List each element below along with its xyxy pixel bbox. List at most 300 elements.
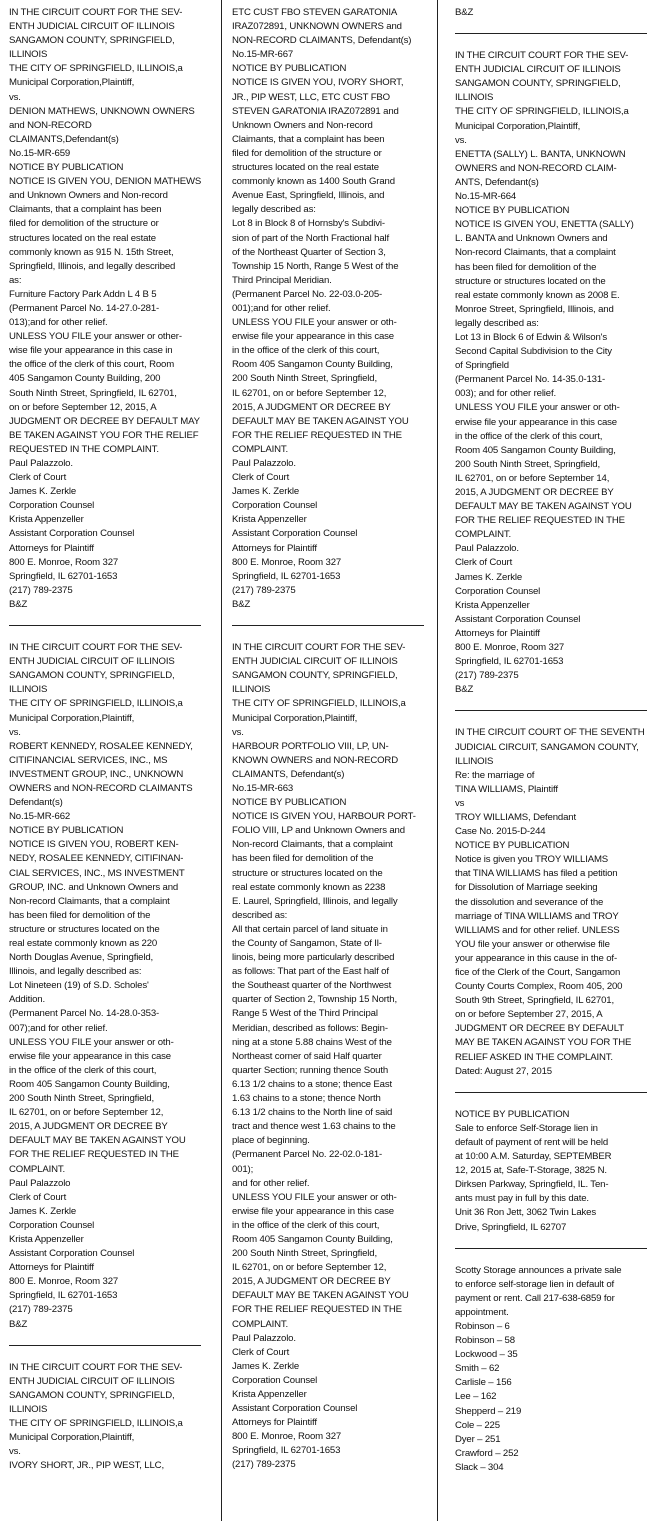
- notice-text-line: filed for demolition of the structure or: [9, 218, 159, 230]
- notice-text-line: structures located on the real estate: [9, 232, 156, 244]
- notice-text-line: in the office of the clerk of this court,: [232, 345, 380, 357]
- notice-text-line: NON-RECORD CLAIMANTS, Defendant(s): [232, 35, 412, 47]
- notice-text-line: commonly known as 1400 South Grand: [232, 176, 395, 188]
- notice-text-line: JUDGMENT OR DECREE BY DEFAULT: [455, 1023, 624, 1035]
- notice-text-line: 12, 2015 at, Safe-T-Storage, 3825 N.: [455, 1165, 607, 1177]
- notice-text-line: Springfield, IL 62701-1653: [232, 1445, 341, 1457]
- notice-text-line: 2015, A JUDGMENT OR DECREE BY: [455, 487, 614, 498]
- notice-text-line: INVESTMENT GROUP, INC., UNKNOWN: [9, 768, 184, 780]
- notice-text-line: THE CITY OF SPRINGFIELD, ILLINOIS,a: [9, 1418, 183, 1429]
- notice-text-line: erwise file your appearance in this case: [455, 416, 617, 428]
- notice-text-line: Room 405 Sangamon County Building,: [9, 1078, 170, 1090]
- notice-text-line: Municipal Corporation,Plaintiff,: [9, 77, 135, 89]
- column-2: [232, 6, 432, 1473]
- notice-text-line: YOU file your answer or otherwise file: [455, 938, 610, 950]
- notice-text-line: WILLIAMS and for other relief. UNLESS: [455, 924, 620, 936]
- notice-text-line: Northeast corner of said Half quarter: [232, 1050, 382, 1062]
- legal-notice: [232, 641, 432, 1473]
- notice-text-line: Sale to enforce Self-Storage lien in: [455, 1122, 598, 1134]
- notice-text-line: Krista Appenzeller: [232, 1389, 307, 1400]
- legal-notice: [9, 1361, 209, 1474]
- notice-text-line: Slack – 304: [455, 1461, 504, 1473]
- notice-text-line: UNLESS YOU FILE your answer or oth-: [232, 317, 397, 329]
- notice-text-line: ENTH JUDICIAL CIRCUIT OF ILLINOIS: [232, 656, 398, 668]
- notice-text-line: as:: [9, 274, 22, 286]
- notice-text-line: 800 E. Monroe, Room 327: [9, 1276, 119, 1288]
- notice-text-line: in the office of the clerk of this court,: [232, 1219, 380, 1231]
- notice-text-line: No.15-MR-663: [232, 782, 294, 794]
- notice-text-line: OWNERS and NON-RECORD CLAIMANTS: [9, 782, 193, 794]
- notice-text-line: has been filed for demolition of the: [455, 261, 597, 273]
- notice-text-line: 800 E. Monroe, Room 327: [9, 556, 119, 568]
- notice-text-line: ENTH JUDICIAL CIRCUIT OF ILLINOIS: [455, 64, 621, 76]
- notice-text-line: for Dissolution of Marriage seeking: [455, 882, 598, 894]
- notice-text-line: James K. Zerkle: [9, 1205, 77, 1217]
- legal-notice: [232, 6, 432, 612]
- notice-text-line: Assistant Corporation Counsel: [232, 1403, 358, 1415]
- notice-text-line: Paul Palazzolo.: [232, 458, 296, 469]
- notice-text-line: commonly known as 915 N. 15th Street,: [9, 246, 174, 258]
- notice-text-line: Krista Appenzeller: [455, 599, 530, 611]
- notice-text-line: ILLINOIS: [9, 1403, 48, 1415]
- notice-text-line: Claimants, that a complaint has been: [9, 204, 162, 216]
- notice-text-line: ants must pay in full by this date.: [455, 1193, 589, 1205]
- notice-text-line: Avenue East, Springfield, Illinois, and: [232, 190, 385, 202]
- notice-text-line: Attorneys for Plaintiff: [232, 542, 317, 554]
- notice-text-line: and for other relief.: [232, 1177, 310, 1189]
- notice-text-line: Unit 36 Ron Jett, 3062 Twin Lakes: [455, 1207, 596, 1219]
- notice-text-line: of Springfield: [455, 360, 509, 372]
- notice-text-line: 200 South Ninth Street, Springfield,: [9, 1093, 154, 1105]
- notice-text-line: Lot 8 in Block 8 of Hornsby's Subdivi-: [232, 218, 385, 230]
- notice-text-line: KNOWN OWNERS and NON-RECORD: [232, 754, 398, 766]
- notice-text-line: IN THE CIRCUIT COURT FOR THE SEV-: [9, 7, 183, 18]
- notice-text-line: IL 62701, on or before September 12,: [232, 387, 387, 399]
- notice-text-line: All that certain parcel of land situate in: [232, 923, 388, 935]
- notice-text-line: in the office of the clerk of this court,: [455, 430, 603, 442]
- notice-text-line: Meridian, described as follows: Begin-: [232, 1022, 388, 1034]
- notice-text-line: structures located on the real estate: [232, 162, 379, 174]
- notice-text-line: (217) 789-2375: [9, 1304, 73, 1316]
- notice-text-line: Clerk of Court: [9, 1191, 67, 1203]
- notice-text-line: real estate commonly known as 2008 E.: [455, 289, 620, 301]
- notice-text-line: 800 E. Monroe, Room 327: [455, 642, 565, 654]
- notice-text-line: CLAIMANTS,Defendant(s): [9, 133, 119, 145]
- notice-text-line: Dated: August 27, 2015: [455, 1065, 552, 1077]
- notice-text-line: 001);and for other relief.: [232, 302, 331, 314]
- notice-text-line: South Ninth Street, Springfield, IL 62701,: [9, 387, 177, 399]
- notice-text-line: E. Laurel, Springfield, Illinois, and legally: [232, 895, 398, 907]
- notice-text-line: THE CITY OF SPRINGFIELD, ILLINOIS,a: [9, 698, 183, 710]
- notice-text-line: DEFAULT MAY BE TAKEN AGAINST YOU: [232, 1290, 409, 1302]
- notice-text-line: 6.13 1/2 chains to a stone; thence East: [232, 1078, 393, 1090]
- column-1: [9, 6, 209, 1473]
- notice-text-line: Re: the marriage of: [455, 769, 535, 781]
- notice-text-line: as follows: That part of the East half of: [232, 966, 389, 978]
- notice-text-line: No.15-MR-659: [9, 147, 71, 159]
- notice-text-line: Claimants, that a complaint has been: [232, 133, 385, 145]
- notice-text-line: and Unknown Owners and Non-record: [9, 190, 168, 202]
- notice-text-line: structure or structures located on the: [232, 867, 383, 879]
- notice-text-line: Dyer – 251: [455, 1433, 501, 1445]
- notice-separator: [455, 1092, 647, 1093]
- notice-text-line: B&Z: [455, 684, 474, 696]
- notice-text-line: FOR THE RELIEF REQUESTED IN THE: [455, 515, 625, 527]
- notice-text-line: THE CITY OF SPRINGFIELD, ILLINOIS,a: [232, 698, 406, 710]
- notice-text-line: DENION MATHEWS, UNKNOWN OWNERS: [9, 105, 195, 117]
- notice-text-line: COMPLAINT.: [9, 1163, 66, 1175]
- notice-text-line: (217) 789-2375: [232, 584, 296, 596]
- notice-separator: [455, 1248, 647, 1249]
- notice-text-line: 200 South Ninth Street, Springfield,: [232, 373, 377, 385]
- notice-text-line: B&Z: [9, 1318, 28, 1330]
- legal-notice: [455, 49, 655, 697]
- notice-text-line: (Permanent Parcel No. 14-35.0-131-: [455, 374, 606, 386]
- notice-text-line: NOTICE BY PUBLICATION: [455, 1108, 570, 1120]
- notice-text-line: NOTICE IS GIVEN YOU, IVORY SHORT,: [232, 77, 404, 89]
- notice-text-line: 1.63 chains to a stone; thence North: [232, 1093, 381, 1105]
- notice-text-line: IN THE CIRCUIT COURT FOR THE SEV-: [9, 642, 183, 654]
- notice-text-line: NOTICE BY PUBLICATION: [9, 162, 124, 174]
- notice-text-line: on or before September 27, 2015, A: [455, 1009, 603, 1021]
- notice-text-line: Paul Palazzolo: [9, 1177, 71, 1189]
- column-divider: [221, 0, 222, 1521]
- notice-text-line: the dissolution and severance of the: [455, 896, 604, 908]
- notice-text-line: Paul Palazzolo.: [232, 1332, 296, 1344]
- notice-text-line: Room 405 Sangamon County Building,: [232, 1233, 393, 1245]
- notice-text-line: James K. Zerkle: [232, 486, 300, 498]
- notice-text-line: Paul Palazzolo.: [9, 458, 73, 469]
- notice-text-line: James K. Zerkle: [455, 571, 523, 583]
- notice-text-line: tract and thence west 1.63 chains to the: [232, 1121, 396, 1133]
- notice-text-line: ETC CUST FBO STEVEN GARATONIA: [232, 7, 398, 18]
- notice-text-line: real estate commonly known as 2238: [232, 881, 386, 893]
- notice-text-line: structure or structures located on the: [9, 923, 160, 935]
- notice-text-line: No.15-MR-664: [455, 191, 517, 203]
- notice-text-line: Attorneys for Plaintiff: [455, 627, 540, 639]
- notice-text-line: Lot Nineteen (19) of S.D. Scholes': [9, 980, 149, 992]
- notice-text-line: erwise file your appearance in this case: [232, 1205, 394, 1217]
- notice-text-line: Attorneys for Plaintiff: [9, 542, 94, 554]
- notice-text-line: Lot 13 in Block 6 of Edwin & Wilson's: [455, 331, 607, 343]
- notice-text-line: TROY WILLIAMS, Defendant: [455, 811, 576, 823]
- notice-text-line: JUDGMENT OR DECREE BY DEFAULT MAY: [9, 415, 200, 427]
- notice-text-line: JR., PIP WEST, LLC, ETC CUST FBO: [232, 91, 390, 103]
- notice-text-line: 200 South Ninth Street, Springfield,: [455, 458, 600, 470]
- notice-text-line: UNLESS YOU FILE your answer or oth-: [232, 1191, 397, 1203]
- notice-text-line: vs.: [9, 1446, 21, 1458]
- notice-text-line: Cole – 225: [455, 1419, 500, 1431]
- notice-text-line: TINA WILLIAMS, Plaintiff: [455, 783, 558, 795]
- notice-separator: [9, 1345, 201, 1346]
- notice-text-line: SANGAMON COUNTY, SPRINGFIELD,: [455, 78, 621, 90]
- notice-text-line: Lockwood – 35: [455, 1349, 518, 1361]
- notice-text-line: Lee – 162: [455, 1391, 497, 1403]
- notice-text-line: IN THE CIRCUIT COURT FOR THE SEV-: [9, 1361, 183, 1373]
- notice-text-line: Krista Appenzeller: [9, 1233, 84, 1245]
- notice-text-line: to enforce self-storage lien in default of: [455, 1278, 615, 1290]
- notice-text-line: Defendant(s): [9, 797, 63, 809]
- notice-text-line: Corporation Counsel: [9, 1219, 95, 1231]
- notice-text-line: structure or structures located on the: [455, 275, 606, 287]
- notice-text-line: IN THE CIRCUIT COURT FOR THE SEV-: [232, 642, 406, 654]
- notice-text-line: place of beginning.: [232, 1135, 310, 1147]
- notice-text-line: IVORY SHORT, JR., PIP WEST, LLC,: [9, 1460, 164, 1472]
- notice-text-line: 003); and for other relief.: [455, 388, 557, 400]
- notice-text-line: Furniture Factory Park Addn L 4 B 5: [9, 288, 157, 300]
- notice-text-line: CIAL SERVICES, INC., MS INVESTMENT: [9, 867, 185, 879]
- notice-text-line: SANGAMON COUNTY, SPRINGFIELD,: [9, 35, 175, 47]
- notice-text-line: No.15-MR-662: [9, 811, 71, 823]
- notice-text-line: MAY BE TAKEN AGAINST YOU FOR THE: [455, 1037, 632, 1049]
- notice-text-line: Clerk of Court: [9, 472, 67, 484]
- notice-text-line: appointment.: [455, 1306, 509, 1318]
- legal-notice: [9, 6, 209, 612]
- notice-text-line: ENTH JUDICIAL CIRCUIT OF ILLINOIS: [9, 1375, 175, 1387]
- legal-notice: [455, 1108, 655, 1235]
- notice-text-line: B&Z: [455, 7, 474, 18]
- notice-text-line: (Permanent Parcel No. 14-28.0-353-: [9, 1008, 160, 1020]
- notice-text-line: Room 405 Sangamon County Building,: [455, 444, 616, 456]
- notice-text-line: Municipal Corporation,Plaintiff,: [455, 120, 581, 132]
- notice-text-line: Corporation Counsel: [9, 500, 95, 512]
- notice-text-line: UNLESS YOU FILE your answer or oth-: [455, 402, 620, 414]
- notice-text-line: COMPLAINT.: [232, 443, 289, 455]
- notice-text-line: Non-record Claimants, that a complaint: [9, 895, 170, 907]
- notice-text-line: vs: [455, 797, 465, 809]
- notice-text-line: Notice is given you TROY WILLIAMS: [455, 854, 609, 866]
- column-divider: [437, 0, 438, 1521]
- notice-text-line: DEFAULT MAY BE TAKEN AGAINST YOU: [232, 415, 409, 427]
- notice-text-line: (Permanent Parcel No. 14-27.0-281-: [9, 302, 160, 314]
- notice-text-line: ILLINOIS: [9, 684, 48, 696]
- notice-text-line: Case No. 2015-D-244: [455, 826, 546, 838]
- notice-text-line: Springfield, IL 62701-1653: [9, 570, 118, 582]
- notice-text-line: Township 15 North, Range 5 West of the: [232, 260, 399, 272]
- notice-text-line: Shepperd – 219: [455, 1405, 522, 1417]
- notice-text-line: 405 Sangamon County Building, 200: [9, 373, 161, 385]
- notice-text-line: (Permanent Parcel No. 22-03.0-205-: [232, 288, 383, 300]
- notice-text-line: FOR THE RELIEF REQUESTED IN THE: [232, 1304, 402, 1316]
- notice-text-line: SANGAMON COUNTY, SPRINGFIELD,: [9, 1389, 175, 1401]
- notice-text-line: 200 South Ninth Street, Springfield,: [232, 1248, 377, 1260]
- notice-separator: [455, 33, 647, 34]
- notice-text-line: in the office of the clerk of this court,: [9, 1064, 157, 1076]
- notice-text-line: SANGAMON COUNTY, SPRINGFIELD,: [232, 670, 398, 682]
- notice-text-line: Attorneys for Plaintiff: [232, 1417, 317, 1429]
- notice-text-line: vs.: [9, 726, 21, 738]
- notice-text-line: HARBOUR PORTFOLIO VIII, LP, UN-: [232, 740, 389, 752]
- notice-text-line: Clerk of Court: [455, 557, 513, 569]
- notice-text-line: NOTICE IS GIVEN YOU, ROBERT KEN-: [9, 839, 179, 851]
- notice-text-line: Corporation Counsel: [232, 500, 318, 512]
- notice-text-line: THE CITY OF SPRINGFIELD, ILLINOIS,a: [9, 63, 183, 75]
- notice-text-line: COMPLAINT.: [232, 1318, 289, 1330]
- notice-text-line: NOTICE BY PUBLICATION: [232, 797, 347, 809]
- notice-text-line: NEDY, ROSALEE KENNEDY, CITIFINAN-: [9, 853, 184, 865]
- notice-text-line: legally described as:: [232, 204, 316, 216]
- notice-text-line: BE TAKEN AGAINST YOU FOR THE RELIEF: [9, 429, 199, 441]
- notice-text-line: ILLINOIS: [9, 49, 48, 61]
- notice-separator: [9, 625, 201, 626]
- notice-text-line: FOLIO VIII, LP and Unknown Owners and: [232, 825, 405, 837]
- notice-text-line: has been filed for demolition of the: [232, 853, 374, 865]
- notice-text-line: James K. Zerkle: [9, 486, 77, 498]
- notice-text-line: IRAZ072891, UNKNOWN OWNERS and: [232, 21, 402, 33]
- legal-notice: [9, 641, 209, 1332]
- notice-text-line: (217) 789-2375: [232, 1459, 296, 1471]
- notice-text-line: Smith – 62: [455, 1363, 500, 1375]
- notice-text-line: Robinson – 58: [455, 1335, 515, 1347]
- notice-text-line: Springfield, Illinois, and legally described: [9, 260, 176, 272]
- notice-text-line: Municipal Corporation,Plaintiff,: [232, 712, 358, 724]
- notice-text-line: 013);and for other relief.: [9, 317, 108, 329]
- notice-text-line: NOTICE IS GIVEN YOU, DENION MATHEWS: [9, 176, 202, 188]
- legal-notice: [455, 6, 655, 20]
- notice-text-line: fice of the Clerk of the Court, Sangamon: [455, 967, 621, 978]
- notice-text-line: CLAIMANTS, Defendant(s): [232, 768, 345, 780]
- notice-text-line: Monroe Street, Springfield, Illinois, and: [455, 303, 614, 315]
- notice-text-line: wise file your appearance in this case in: [9, 345, 173, 357]
- notice-text-line: the Southeast quarter of the Northwest: [232, 980, 392, 992]
- notice-text-line: Room 405 Sangamon County Building,: [232, 359, 393, 371]
- notice-text-line: (217) 789-2375: [455, 670, 519, 682]
- notice-text-line: ROBERT KENNEDY, ROSALEE KENNEDY,: [9, 740, 193, 752]
- notice-text-line: SANGAMON COUNTY, SPRINGFIELD,: [9, 670, 175, 682]
- notice-text-line: North Douglas Avenue, Springfield,: [9, 952, 154, 964]
- notice-text-line: 2015, A JUDGMENT OR DECREE BY: [232, 1276, 391, 1288]
- notice-text-line: FOR THE RELIEF REQUESTED IN THE: [9, 1149, 179, 1161]
- notice-text-line: legally described as:: [455, 317, 539, 329]
- notice-text-line: NOTICE IS GIVEN YOU, HARBOUR PORT-: [232, 811, 416, 823]
- notice-text-line: Springfield, IL 62701-1653: [9, 1290, 118, 1302]
- notice-text-line: ANTS, Defendant(s): [455, 176, 539, 188]
- notice-text-line: ILLINOIS: [455, 755, 494, 767]
- notice-text-line: Municipal Corporation,Plaintiff,: [9, 1432, 135, 1444]
- notice-text-line: that TINA WILLIAMS has filed a petition: [455, 868, 618, 880]
- notice-text-line: quarter Section; running thence South: [232, 1064, 389, 1076]
- notice-text-line: South 9th Street, Springfield, IL 62701,: [455, 995, 614, 1007]
- notice-text-line: at 10:00 A.M. Saturday, SEPTEMBER: [455, 1151, 612, 1163]
- notice-text-line: IN THE CIRCUIT COURT OF THE SEVENTH: [455, 727, 645, 739]
- notice-text-line: (217) 789-2375: [9, 584, 73, 596]
- notice-text-line: Springfield, IL 62701-1653: [232, 570, 341, 582]
- notice-text-line: NOTICE BY PUBLICATION: [232, 63, 347, 75]
- notice-text-line: RELIEF ASKED IN THE COMPLAINT.: [455, 1051, 613, 1063]
- notice-text-line: B&Z: [9, 598, 28, 610]
- notice-text-line: IN THE CIRCUIT COURT FOR THE SEV-: [455, 50, 629, 62]
- notice-text-line: DEFAULT MAY BE TAKEN AGAINST YOU: [455, 501, 632, 513]
- notice-text-line: filed for demolition of the structure or: [232, 147, 382, 159]
- notice-text-line: ENTH JUDICIAL CIRCUIT OF ILLINOIS: [9, 656, 175, 668]
- notice-text-line: Assistant Corporation Counsel: [455, 613, 581, 625]
- notice-text-line: Krista Appenzeller: [232, 514, 307, 526]
- notice-text-line: 2015, A JUDGMENT OR DECREE BY: [9, 1121, 168, 1133]
- notice-text-line: vs.: [9, 91, 21, 103]
- notice-text-line: 2015, A JUDGMENT OR DECREE BY: [232, 401, 391, 413]
- notice-text-line: OWNERS and NON-RECORD CLAIM-: [455, 162, 617, 174]
- notice-text-line: Springfield, IL 62701-1653: [455, 656, 564, 668]
- notice-text-line: Unknown Owners and Non-record: [232, 119, 373, 131]
- notice-text-line: ning at a stone 5.88 chains West of the: [232, 1036, 392, 1048]
- notice-text-line: marriage of TINA WILLIAMS and TROY: [455, 910, 619, 922]
- notice-text-line: Krista Appenzeller: [9, 514, 84, 526]
- notice-text-line: DEFAULT MAY BE TAKEN AGAINST YOU: [9, 1135, 186, 1147]
- legal-notice: [455, 726, 655, 1078]
- notice-text-line: JUDICIAL CIRCUIT, SANGAMON COUNTY,: [455, 741, 639, 753]
- notice-text-line: Assistant Corporation Counsel: [232, 528, 358, 540]
- notice-text-line: STEVEN GARATONIA IRAZ072891 and: [232, 105, 399, 117]
- notice-text-line: REQUESTED IN THE COMPLAINT.: [9, 443, 159, 455]
- notice-text-line: the office of the clerk of this court, Room: [9, 359, 175, 371]
- notice-text-line: ENTH JUDICIAL CIRCUIT OF ILLINOIS: [9, 21, 175, 33]
- notice-text-line: has been filed for demolition of the: [9, 909, 151, 921]
- notice-text-line: Clerk of Court: [232, 472, 290, 484]
- notice-text-line: on or before September 12, 2015, A: [9, 401, 157, 413]
- notice-text-line: and NON-RECORD: [9, 119, 92, 131]
- notice-text-line: Paul Palazzolo.: [455, 543, 519, 555]
- notice-text-line: L. BANTA and Unknown Owners and: [455, 233, 608, 245]
- notice-text-line: Non-record Claimants, that a complaint: [455, 247, 616, 259]
- notice-text-line: NOTICE BY PUBLICATION: [455, 840, 570, 852]
- notice-text-line: No.15-MR-667: [232, 49, 294, 61]
- notice-text-line: 800 E. Monroe, Room 327: [232, 1431, 342, 1443]
- notice-text-line: B&Z: [232, 598, 251, 610]
- notice-text-line: ILLINOIS: [455, 92, 494, 104]
- notice-text-line: Assistant Corporation Counsel: [9, 1248, 135, 1260]
- notice-text-line: GROUP, INC. and Unknown Owners and: [9, 881, 179, 893]
- notice-text-line: CITIFINANCIAL SERVICES, INC., MS: [9, 754, 168, 766]
- notice-text-line: County Courts Complex, Room 405, 200: [455, 981, 623, 993]
- notice-text-line: Third Principal Meridian.: [232, 274, 332, 286]
- notice-text-line: Drive, Springfield, IL 62707: [455, 1221, 567, 1233]
- notice-text-line: sion of part of the North Fractional half: [232, 232, 390, 244]
- notice-separator: [232, 625, 424, 626]
- notice-text-line: described as:: [232, 909, 288, 921]
- notice-text-line: payment or rent. Call 217-638-6859 for: [455, 1292, 615, 1304]
- notice-text-line: Attorneys for Plaintiff: [9, 1262, 94, 1274]
- notice-text-line: 6.13 1/2 chains to the North line of said: [232, 1107, 393, 1119]
- notice-text-line: Robinson – 6: [455, 1320, 510, 1332]
- notice-text-line: your appearance in this cause in the of-: [455, 952, 617, 964]
- notice-text-line: Municipal Corporation,Plaintiff,: [9, 712, 135, 724]
- notice-text-line: Corporation Counsel: [455, 585, 541, 597]
- notice-text-line: Assistant Corporation Counsel: [9, 528, 135, 540]
- notice-text-line: ILLINOIS: [232, 684, 271, 696]
- notice-text-line: UNLESS YOU FILE your answer or oth-: [9, 1036, 174, 1048]
- notice-separator: [455, 710, 647, 711]
- notice-text-line: Scotty Storage announces a private sale: [455, 1264, 622, 1276]
- notice-text-line: Crawford – 252: [455, 1447, 519, 1459]
- notice-text-line: 007);and for other relief.: [9, 1022, 108, 1034]
- notice-text-line: Carlisle – 156: [455, 1377, 512, 1389]
- notice-text-line: Range 5 West of the Third Principal: [232, 1008, 378, 1020]
- notice-text-line: ENETTA (SALLY) L. BANTA, UNKNOWN: [455, 148, 626, 160]
- notice-text-line: real estate commonly known as 220: [9, 938, 158, 949]
- notice-text-line: 001);: [232, 1163, 254, 1175]
- notice-text-line: erwise file your appearance in this case: [232, 331, 394, 343]
- notice-text-line: UNLESS YOU FILE your answer or other-: [9, 331, 182, 343]
- notice-text-line: Second Capital Subdivision to the City: [455, 346, 612, 358]
- notice-text-line: erwise file your appearance in this case: [9, 1050, 171, 1062]
- notice-text-line: Dirksen Parkway, Springfield, IL. Ten-: [455, 1179, 609, 1191]
- notice-text-line: of the Northeast Quarter of Section 3,: [232, 246, 386, 258]
- notice-text-line: IL 62701, on or before September 14,: [455, 472, 610, 484]
- notice-text-line: James K. Zerkle: [232, 1360, 300, 1372]
- notice-text-line: vs.: [232, 726, 244, 738]
- notice-text-line: the County of Sangamon, State of Il-: [232, 938, 382, 949]
- notice-text-line: vs.: [455, 134, 467, 146]
